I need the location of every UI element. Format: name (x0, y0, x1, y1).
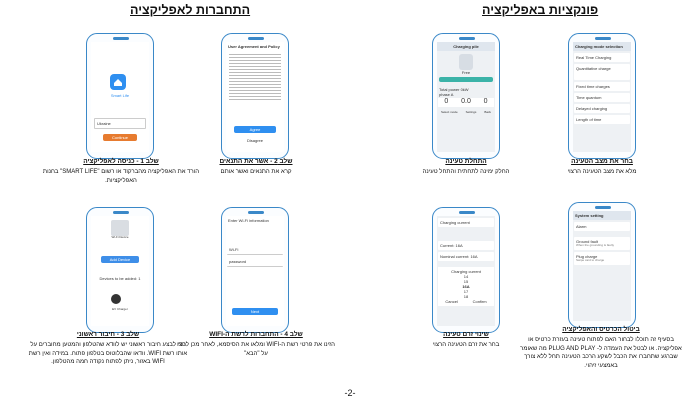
caption-step3: שלב 3 - חיבור ראשוני כדי לבצע חיבור ראשוני יש לוודא שהטלפון והמטען מחוברים על אותו רשת WIFI. וודאו שהבלוטוס בטלפון פתוח. במידה ואין רשת WIFI באזור, ניתן לפתוח נקודה חמה מהטלפון. (28, 331, 188, 366)
phone-step2 (221, 33, 289, 159)
caption-mode: בחר את מצב הטעינה מלא את מצב הטעינה הרצוי (567, 158, 637, 175)
disagree-link[interactable]: Disagree (246, 138, 263, 143)
page-number: -2- (344, 388, 356, 398)
device-name: EV Charger (112, 307, 128, 311)
total-power: Total power 0kW (439, 87, 469, 92)
charging-pile-header: Charging pile (437, 42, 495, 51)
phone-start-charging (432, 33, 500, 159)
mode-item[interactable]: Length of time (574, 115, 630, 124)
phase-label: phase A (439, 92, 454, 97)
readings-row: 0 0.0 0 (438, 98, 494, 107)
caption-current: שינוי זרם טעינה בחר את זרם הטעינה הרצוי (432, 331, 500, 348)
add-device-button[interactable]: Add Device (101, 256, 139, 263)
wifi-field[interactable]: Wi-Fi (227, 245, 283, 255)
current-item[interactable]: Nominal current: 16A (438, 252, 494, 261)
caption-step2: שלב 2 - אשר את התנאים קרא את התנאים ואשר אותם (219, 158, 293, 175)
caption-settings: ביטול הכרטיס והאפליקציה בסעיף זה תוכלו לבחור האם לפתוח טעינה בעזרת כרטיס או אפליקציה. או לבטל את העמדה ל- PLUG AND PLAY מה שאומר שברגע שתחברו את הכבל לשקע הרכב הטעינה תחל ללא צורך באמצעי זיהוי. (520, 326, 682, 370)
cancel-button[interactable]: Cancel (445, 299, 458, 304)
settings-item[interactable]: Alarm (574, 222, 630, 231)
continue-button[interactable]: Continue (103, 134, 137, 141)
settings-item[interactable]: Ground fault When the grounding is faulty (574, 237, 630, 250)
phone-step1 (86, 33, 154, 159)
phone-charging-current (432, 207, 500, 333)
tab-back[interactable]: Back (484, 109, 491, 114)
phone-step3 (86, 207, 154, 333)
wifi-title: Enter Wi-Fi information (228, 218, 269, 223)
devices-note: Devices to be added: 1 (99, 276, 141, 281)
current-item[interactable]: Charging current (438, 218, 494, 227)
tab-settings[interactable]: Settings (465, 109, 477, 114)
agreement-text-lines (229, 52, 281, 100)
settings-header: System setting (573, 211, 631, 220)
bluetooth-icon (111, 294, 121, 304)
current-picker[interactable]: Charging current 14 15 16A 17 18 Cancel Confirm (438, 267, 494, 306)
charger-icon (459, 54, 473, 70)
section-title-functions: פונקציות באפליקציה (482, 3, 599, 17)
agree-button[interactable]: Agree (234, 126, 276, 133)
caption-step4: שלב 4 - התחברות לרשת ה-WIFI הזינו את פרטי רשת ה-WIFI ומלאו את הסיסמא, לאחר מכן לחצו על "הבא" (177, 331, 335, 357)
mode-item[interactable]: Time quantum (574, 93, 630, 102)
device-label: Wi-Fi Device (111, 235, 129, 239)
password-field[interactable]: password (227, 257, 283, 267)
section-title-connect: התחברות לאפליקציה (130, 3, 251, 17)
confirm-button[interactable]: Confirm (472, 299, 487, 304)
agreement-title: User Agreement and Policy (228, 44, 280, 49)
caption-step1: שלב 1 - כניסה לאפליקציה הורד את האפליקציה מהברקוד או רשום "SMART LIFE" בחנות האפליקציות. (42, 158, 200, 184)
settings-item[interactable]: Plug charge Swipe card to charge (574, 252, 630, 265)
tab-select-mode[interactable]: Select mode (440, 109, 458, 114)
phone-system-settings (568, 202, 636, 328)
mode-header: Charging mode selection (573, 42, 631, 51)
smart-life-logo (110, 74, 126, 90)
bottom-tabs (437, 111, 495, 115)
mode-item[interactable]: Quantitative charge (574, 64, 630, 80)
phone-step4 (221, 207, 289, 333)
country-field[interactable]: Ukraine (94, 118, 146, 129)
mode-item[interactable]: Fixed time charges (574, 82, 630, 91)
caption-start: התחלת טעינה החלק ימינה לתחתית והתחל טעינה (422, 158, 510, 175)
mode-item[interactable]: Delayed charging (574, 104, 630, 113)
next-button[interactable]: Next (232, 308, 278, 315)
phone-charging-mode (568, 33, 636, 159)
device-image (111, 220, 129, 236)
slide-bar[interactable] (439, 77, 493, 82)
current-item[interactable]: Current: 16A (438, 241, 494, 250)
charger-status: Free (461, 70, 471, 75)
app-name: Smart Life (110, 93, 130, 98)
mode-item[interactable]: Real Time Charging (574, 53, 630, 62)
